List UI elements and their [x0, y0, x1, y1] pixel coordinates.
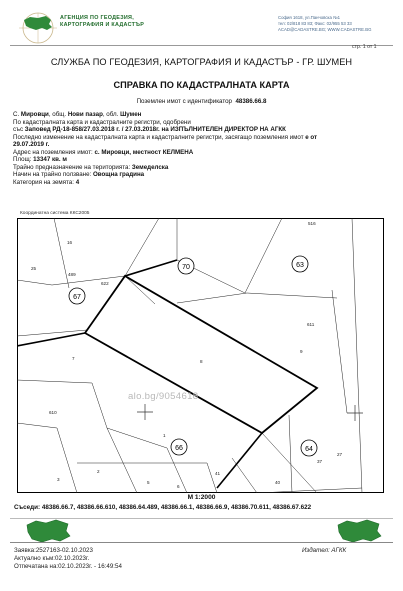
parcel-label: 5 — [147, 480, 150, 485]
document-title: СПРАВКА ПО КАДАСТРАЛНАТА КАРТА — [113, 80, 290, 90]
current-date: Актуално към:02.10.2023г. — [14, 555, 90, 563]
order-prefix: със — [13, 126, 25, 134]
parcel-label: 41 — [215, 471, 221, 476]
neighbors-list: 48386.66.7, 48386.66.610, 48386.64.489, 48386.66.1, 48386.66.9, 48386.70.611, 48386.67.622 — [41, 504, 312, 511]
parcel-label: 25 — [31, 266, 37, 271]
location-line — [13, 111, 393, 119]
approval-line: По кадастралната карта и кадастралните регистри, одобрени — [13, 118, 191, 126]
area: 13347 кв. м — [33, 156, 67, 164]
property-id-label: Поземлен имот с идентификатор — [136, 98, 232, 105]
property-id-line — [0, 98, 403, 105]
village: Мировци — [20, 111, 49, 118]
contact-web: ACAD@CADASTRE.BG; WWW.CADASTRE.BG — [278, 26, 372, 32]
logo-text-line-1: АГЕНЦИЯ ПО ГЕОДЕЗИЯ, — [60, 15, 135, 21]
parcel-label: 16 — [67, 240, 73, 245]
agency-office-title: СЛУЖБА ПО ГЕОДЕЗИЯ, КАРТОГРАФИЯ И КАДАСТЪР - ГР. ШУМЕН — [50, 57, 353, 67]
parcel-label: 9 — [300, 349, 303, 354]
cadastral-map[interactable] — [17, 218, 384, 493]
area-line — [13, 156, 393, 164]
category-label: Категория на земята: — [13, 178, 76, 186]
parcel-label: 3 — [57, 477, 60, 482]
printed-date: Отпечатана на:02.10.2023г. - 16:49:54 — [14, 563, 122, 571]
logo-text — [60, 15, 144, 29]
contact-phone: тел: 02/818 83 83; Факс: 02/955 53 33 — [278, 20, 352, 26]
contact-address: София 1618, ул.Панчовска №1 — [278, 15, 341, 20]
purpose-line — [13, 164, 393, 172]
change-text: е от — [305, 133, 318, 141]
contact-info — [278, 15, 390, 33]
usage-line — [13, 171, 393, 179]
parcel-label: 37 — [317, 459, 323, 464]
issuer: Издател: АГКК — [302, 547, 347, 554]
usage: Овощна градина — [92, 171, 145, 179]
change-date-line — [13, 141, 393, 149]
parcel-label: 40 — [275, 480, 281, 485]
purpose: Земеделска — [131, 163, 169, 171]
neighbors-line — [14, 504, 399, 511]
property-details — [13, 111, 393, 186]
district-label: 66 — [175, 445, 183, 452]
agency-logo — [16, 11, 216, 45]
request-number: Заявка:2527163-02.10.2023 — [14, 547, 93, 554]
parcel-label: 7 — [72, 356, 75, 361]
parcel-label: 1 — [163, 433, 166, 438]
area-label: Площ: — [13, 156, 34, 164]
category-line — [13, 179, 393, 187]
district-label: 67 — [73, 294, 81, 301]
order-text: Заповед РД-18-858/27.03.2018 г. / 27.03.2018г. на ИЗПЪЛНИТЕЛЕН ДИРЕКТОР НА АГКК — [24, 126, 286, 134]
map-scale: М 1:2000 — [187, 494, 216, 501]
header-divider — [10, 45, 393, 46]
address: с. Мировци, местност КЕЛМЕНА — [94, 148, 194, 156]
district-label: 70 — [182, 264, 190, 271]
parcel-label: 6 — [177, 484, 180, 489]
coordinate-system: Координатна система ККС2005 — [20, 211, 90, 216]
municipality: Нови пазар — [67, 111, 103, 118]
page-number: стр. 1 от 1 — [352, 44, 377, 50]
watermark: alo.bg/9054618 — [128, 391, 199, 402]
parcel-label: 2 — [97, 469, 100, 474]
usage-label: Начин на трайно ползване: — [13, 171, 93, 179]
change-prefix: Последно изменение на кадастралната карта и кадастралните регистри, засягащо поземления имот — [13, 133, 306, 141]
district-label: 64 — [305, 446, 313, 453]
parcel-label: 611 — [307, 322, 315, 327]
parcel-label: 27 — [337, 452, 343, 457]
parcel-label: 610 — [49, 410, 57, 415]
municipality-label: , общ. — [48, 111, 68, 118]
change-line — [13, 134, 393, 142]
change-date: 29.07.2019 г. — [13, 141, 50, 149]
district-label: 63 — [296, 262, 304, 269]
address-line — [13, 149, 393, 157]
parcel-label: 8 — [200, 359, 203, 364]
location-prefix: С. — [13, 111, 21, 118]
purpose-label: Трайно предназначение на територията: — [13, 163, 132, 171]
property-id: 48386.66.8 — [235, 98, 267, 105]
footer-info — [14, 547, 122, 572]
parcel-label: 489 — [68, 272, 76, 277]
address-label: Адрес на поземления имот: — [13, 148, 95, 156]
region-label: , обл. — [102, 111, 121, 118]
neighbors-label: Съседи: — [14, 504, 42, 511]
bulgaria-map-logo-icon — [16, 11, 60, 45]
logo-text-line-2: КАРТОГРАФИЯ И КАДАСТЪР — [60, 22, 145, 28]
parcel-label: 516 — [308, 221, 316, 226]
parcel-label: 622 — [101, 281, 109, 286]
footer-divider — [10, 542, 393, 543]
category: 4 — [75, 178, 80, 186]
order-line — [13, 126, 393, 134]
region: Шумен — [120, 111, 142, 118]
